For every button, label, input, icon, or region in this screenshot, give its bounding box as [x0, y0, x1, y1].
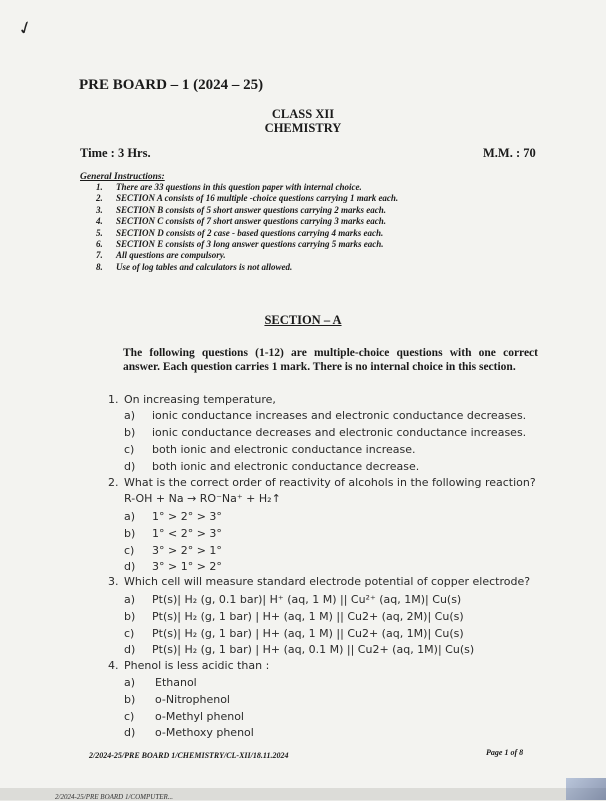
instruction-number: 4.	[96, 216, 103, 227]
option-letter: a)	[124, 510, 136, 523]
option-letter: d)	[124, 726, 136, 739]
max-marks: M.M. : 70	[483, 146, 536, 160]
option-letter: c)	[124, 627, 135, 640]
instruction-item	[96, 250, 536, 261]
option-letter: b)	[124, 693, 136, 706]
instruction-number: 7.	[96, 250, 103, 261]
option-letter: c)	[124, 710, 135, 723]
instruction-number: 6.	[96, 239, 103, 250]
option-text: both ionic and electronic conductance increase.	[152, 443, 416, 456]
reaction-equation: R-OH + Na → RO⁻Na⁺ + H₂↑	[124, 492, 281, 505]
option-letter: c)	[124, 443, 135, 456]
instruction-item	[96, 205, 536, 216]
option-text: 3° > 1° > 2°	[152, 560, 222, 573]
instruction-text: SECTION A consists of 16 multiple -choice questions carrying 1 mark each.	[116, 193, 399, 204]
option-text: o-Methoxy phenol	[155, 726, 254, 739]
page-number: Page 1 of 8	[486, 748, 524, 757]
option-letter: b)	[124, 610, 136, 623]
option-text: both ionic and electronic conductance decrease.	[152, 460, 420, 473]
instruction-number: 1.	[96, 182, 103, 192]
option-letter: b)	[124, 527, 136, 540]
tick-mark-icon: ✓	[14, 16, 36, 41]
option-text: Pt(s)| H₂ (g, 0.1 bar)| H⁺ (aq, 1 M) || Cu²⁺ (aq, 1M)| Cu(s)	[152, 593, 462, 606]
section-intro: The following questions (1-12) are multiple-choice questions with one correct answer. Each question carries 1 mark. There is no internal choice in this section.	[123, 347, 538, 373]
option-text: Pt(s)| H₂ (g, 1 bar) | H+ (aq, 1 M) || Cu2+ (aq, 1M)| Cu(s)	[152, 627, 464, 640]
question-text: Phenol is less acidic than :	[124, 659, 270, 672]
option-text: o-Methyl phenol	[155, 710, 244, 723]
time-allowed: Time : 3 Hrs.	[80, 146, 151, 160]
instruction-number: 2.	[96, 193, 103, 204]
instruction-item	[96, 193, 536, 204]
option-text: o-Nitrophenol	[155, 693, 230, 706]
question-text: Which cell will measure standard electrode potential of copper electrode?	[124, 575, 531, 588]
next-sheet-code: 2/2024-25/PRE BOARD 1/COMPUTER...	[55, 793, 174, 801]
instruction-item	[96, 228, 536, 239]
instruction-text: SECTION C consists of 7 short answer questions carrying 3 marks each.	[116, 216, 387, 227]
option-text: Ethanol	[155, 676, 197, 689]
subject-heading: CHEMISTRY	[264, 121, 342, 135]
instruction-number: 8.	[96, 261, 103, 272]
option-letter: d)	[124, 460, 136, 473]
option-text: 1° < 2° > 3°	[152, 527, 222, 540]
question-number: 2.	[108, 476, 119, 489]
question-number: 3.	[108, 575, 119, 588]
section-heading: SECTION – A	[264, 313, 342, 327]
option-letter: d)	[124, 560, 136, 573]
option-letter: a)	[124, 676, 136, 689]
option-text: 3° > 2° > 1°	[152, 544, 222, 557]
instruction-number: 5.	[96, 227, 103, 238]
instruction-text: SECTION B consists of 5 short answer questions carrying 2 marks each.	[116, 204, 387, 215]
instruction-item	[96, 239, 536, 250]
instruction-number: 3.	[96, 204, 103, 215]
instruction-text: Use of log tables and calculators is not allowed.	[116, 261, 293, 272]
instructions-title: General Instructions:	[80, 172, 165, 182]
option-letter: c)	[124, 544, 135, 557]
instruction-text: SECTION E consists of 3 long answer questions carrying 5 marks each.	[116, 239, 384, 250]
corner-shadow	[566, 778, 606, 800]
class-heading: CLASS XII	[271, 107, 335, 121]
question-text: On increasing temperature,	[124, 393, 276, 406]
instruction-item	[96, 216, 536, 227]
instruction-item	[96, 182, 536, 193]
exam-title: PRE BOARD – 1 (2024 – 25)	[79, 77, 264, 93]
option-letter: a)	[124, 409, 136, 422]
question-text: What is the correct order of reactivity of alcohols in the following reaction?	[124, 476, 536, 489]
option-text: ionic conductance increases and electronic conductance decreases.	[152, 409, 527, 422]
option-text: Pt(s)| H₂ (g, 1 bar) | H+ (aq, 1 M) || Cu2+ (aq, 2M)| Cu(s)	[152, 610, 464, 623]
option-text: Pt(s)| H₂ (g, 1 bar) | H+ (aq, 0.1 M) || Cu2+ (aq, 1M)| Cu(s)	[152, 643, 475, 656]
instruction-text: SECTION D consists of 2 case - based questions carrying 4 marks each.	[116, 227, 384, 238]
paper-code: 2/2024-25/PRE BOARD 1/CHEMISTRY/CL-XII/18.11.2024	[89, 751, 289, 760]
instructions-list	[96, 182, 536, 273]
question-number: 1.	[108, 393, 119, 406]
instruction-text: All questions are compulsory.	[116, 250, 226, 261]
option-text: ionic conductance decreases and electronic conductance increases.	[152, 426, 527, 439]
option-text: 1° > 2° > 3°	[152, 510, 222, 523]
question-number: 4.	[108, 659, 119, 672]
option-letter: a)	[124, 593, 136, 606]
option-letter: b)	[124, 426, 136, 439]
instruction-text: There are 33 questions in this question paper with internal choice.	[116, 182, 362, 192]
option-letter: d)	[124, 643, 136, 656]
instruction-item	[96, 262, 536, 273]
